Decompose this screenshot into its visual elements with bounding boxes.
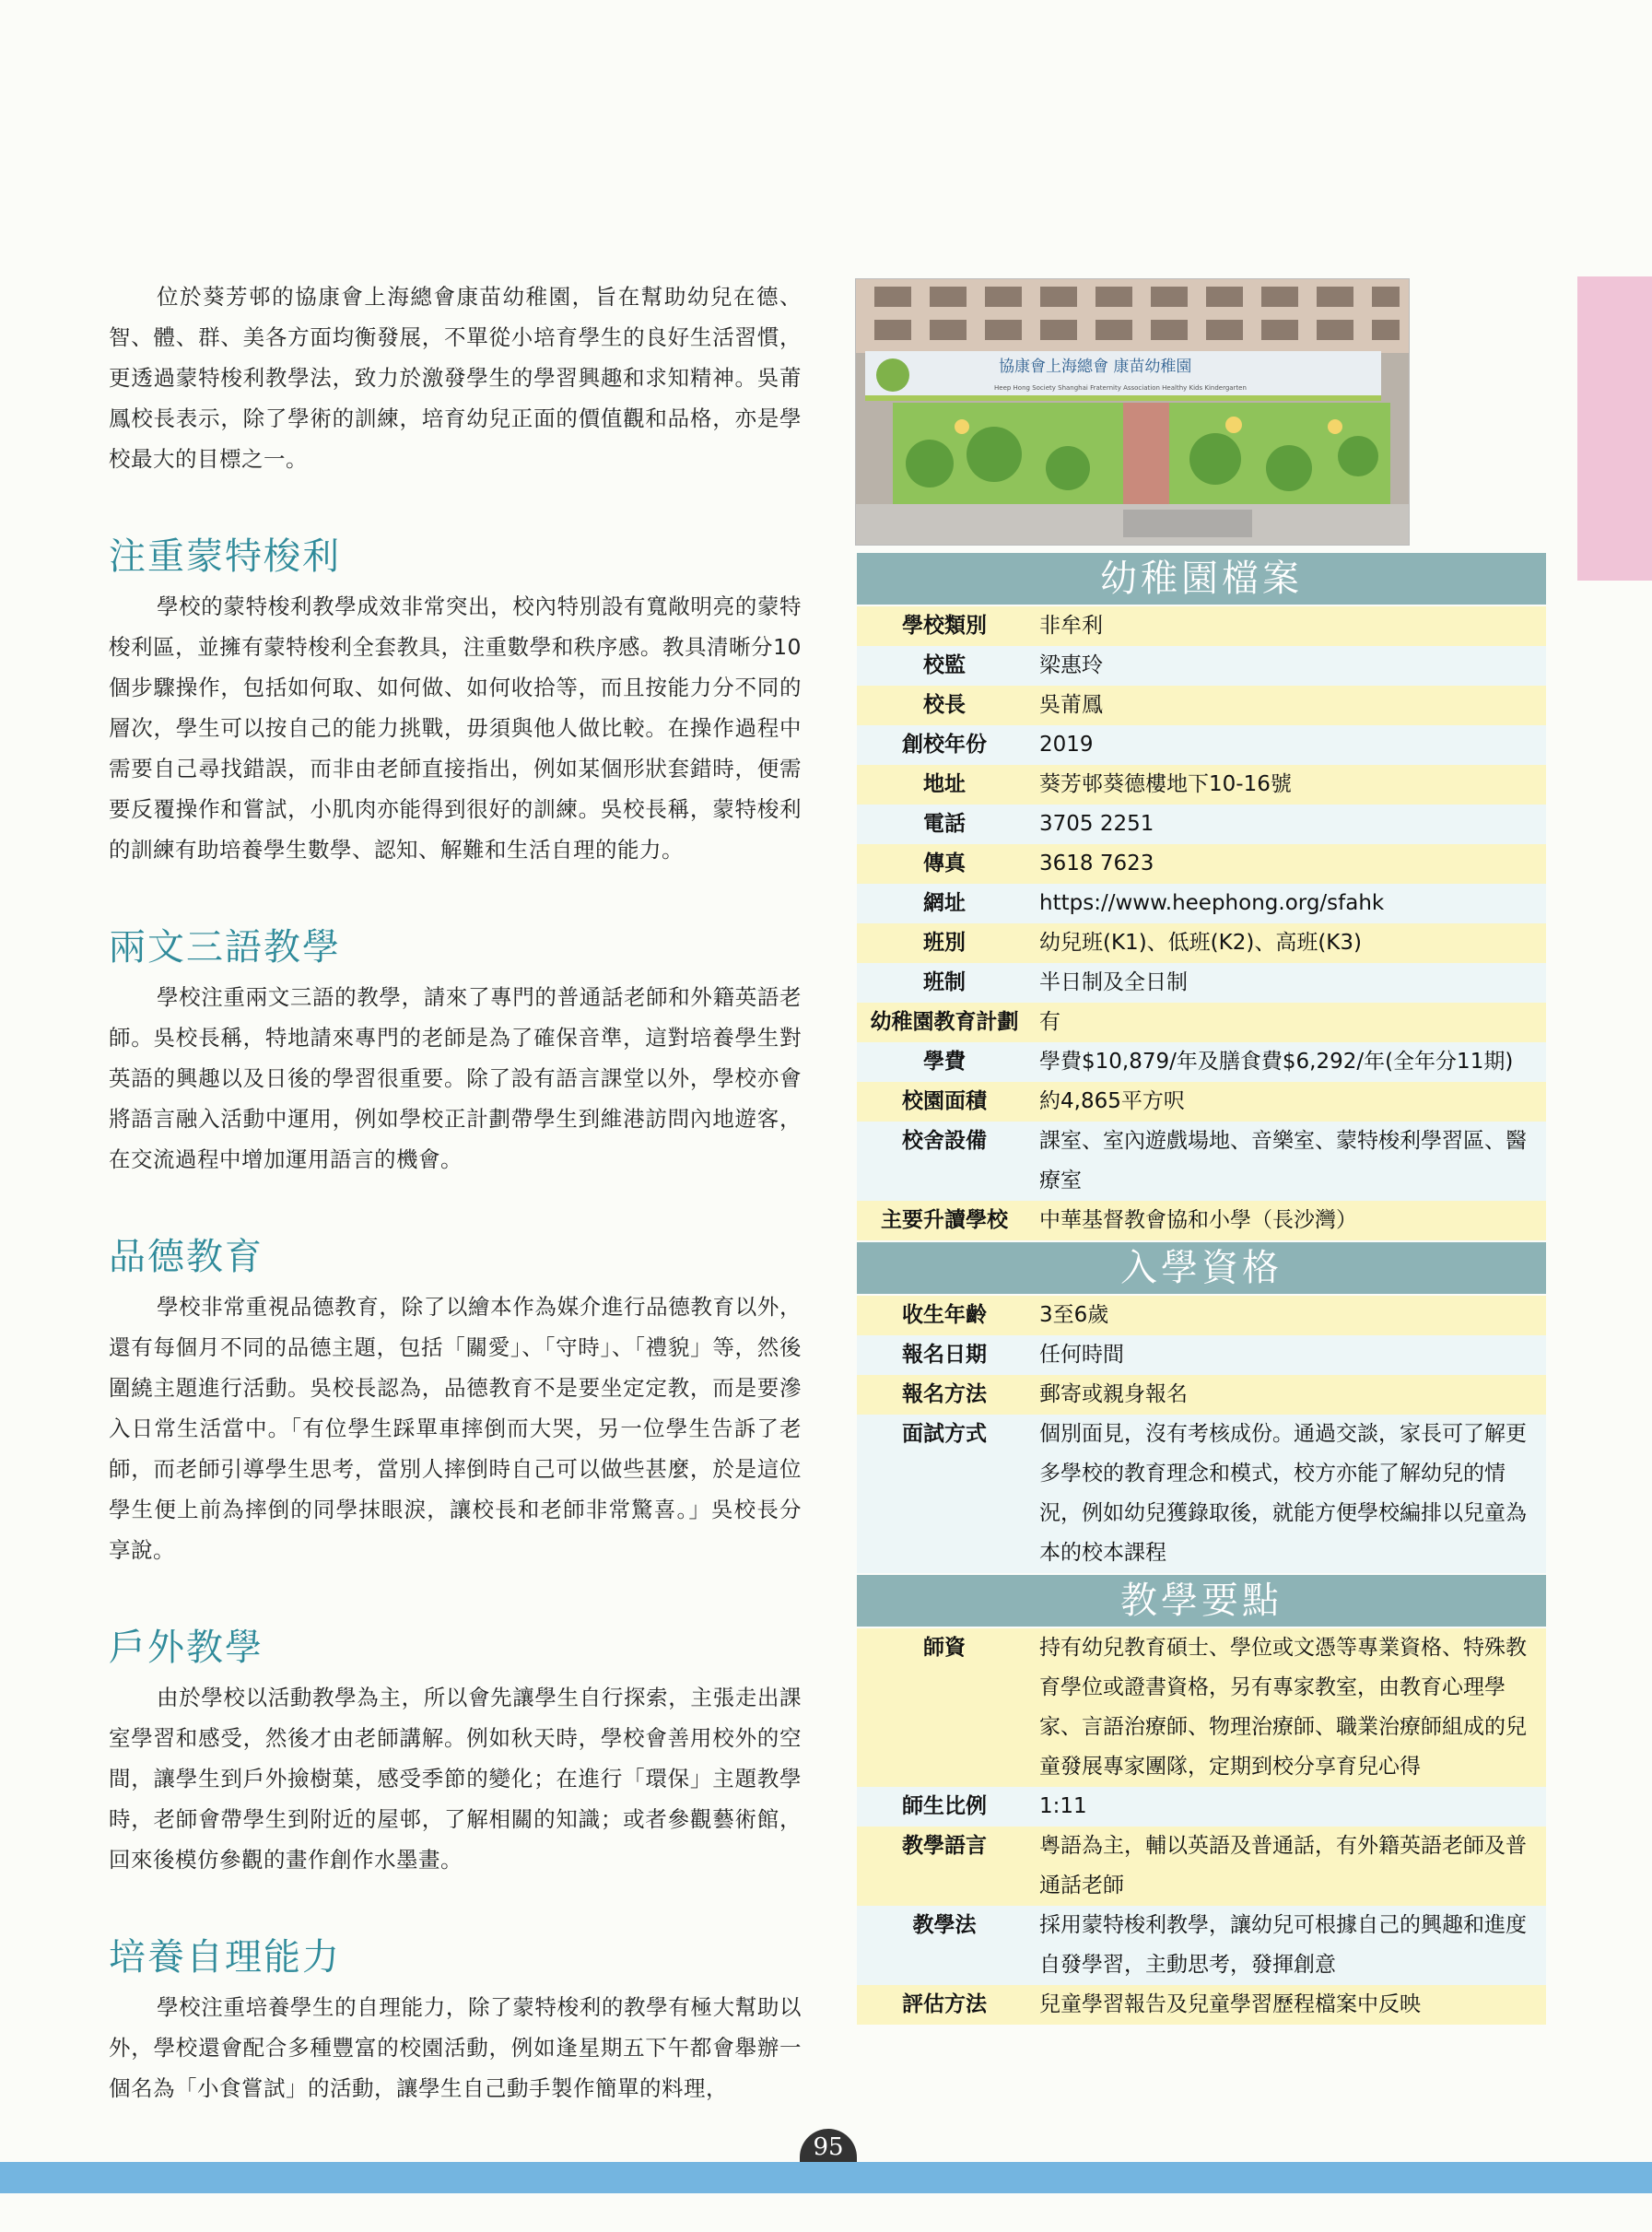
admission-row	[857, 1335, 1546, 1375]
profile-row	[857, 1082, 1546, 1122]
teaching-row-value: 1:11	[1032, 1787, 1546, 1827]
section-heading: 兩文三語教學	[109, 926, 341, 969]
teaching-row-value: 採用蒙特梭利教學，讓幼兒可根據自己的興趣和進度自發學習，主動思考，發揮創意	[1032, 1906, 1546, 1985]
section-body: 學校注重培養學生的自理能力，除了蒙特梭利的教學有極大幫助以外，學校還會配合多種豐富的校園活動，例如逢星期五下午都會舉辦一個名為「小食嘗試」的活動，讓學生自己動手製作簡單的料理，	[109, 1994, 802, 2101]
profile-table	[857, 606, 1546, 1240]
teaching-row	[857, 1787, 1546, 1827]
footer-bar	[0, 2162, 1652, 2193]
profile-row-value: 學費$10,879/年及膳食費$6,292/年(全年分11期)	[1032, 1042, 1546, 1082]
admission-row	[857, 1375, 1546, 1415]
profile-row	[857, 1201, 1546, 1240]
teaching-row	[857, 1906, 1546, 1985]
profile-row-value: 課室、室內遊戲場地、音樂室、蒙特梭利學習區、醫療室	[1032, 1122, 1546, 1201]
signboard-text: 協康會上海總會 康苗幼稚園	[999, 358, 1192, 376]
admission-row-value: 3至6歲	[1032, 1296, 1546, 1335]
teaching-row-label: 師生比例	[857, 1787, 1032, 1827]
profile-row-value: 非牟利	[1032, 606, 1546, 646]
teaching-title: 教學要點	[857, 1575, 1546, 1627]
teaching-table	[857, 1628, 1546, 2025]
section-body: 學校注重兩文三語的教學，請來了專門的普通話老師和外籍英語老師。吳校長稱，特地請來專門的老師是為了確保音準，這對培養學生對英語的興趣以及日後的學習很重要。除了設有語言課堂以外，學校亦會將語言融入活動中運用，例如學校正計劃帶學生到維港訪問內地遊客，在交流過程中增加運用語言的機會。	[109, 984, 802, 1172]
profile-row	[857, 606, 1546, 646]
profile-row-label: 學校類別	[857, 606, 1032, 646]
profile-row-label: 校監	[857, 646, 1032, 686]
profile-row-label: 創校年份	[857, 725, 1032, 765]
profile-title: 幼稚園檔案	[857, 553, 1546, 605]
teaching-row-label: 教學法	[857, 1906, 1032, 1985]
section-heading: 戶外教學	[109, 1627, 264, 1669]
profile-row-value: 約4,865平方呎	[1032, 1082, 1546, 1122]
profile-row-label: 班制	[857, 963, 1032, 1003]
section-heading: 培養自理能力	[109, 1936, 341, 1979]
admission-row	[857, 1415, 1546, 1573]
profile-row	[857, 1003, 1546, 1042]
profile-row-label: 校舍設備	[857, 1122, 1032, 1201]
profile-row-value: 3705 2251	[1032, 805, 1546, 844]
profile-row-label: 校長	[857, 686, 1032, 725]
admission-row-value: 郵寄或親身報名	[1032, 1375, 1546, 1415]
profile-row	[857, 765, 1546, 805]
profile-row	[857, 725, 1546, 765]
intro-paragraph: 位於葵芳邨的協康會上海總會康苗幼稚園，旨在幫助幼兒在德、智、體、群、美各方面均衡發展，不單從小培育學生的良好生活習慣，更透過蒙特梭利教學法，致力於激發學生的學習興趣和求知精神。吳莆鳳校長表示，除了學術的訓練，培育幼兒正面的價值觀和品格，亦是學校最大的目標之一。	[109, 284, 802, 472]
admission-title: 入學資格	[857, 1242, 1546, 1294]
teaching-row	[857, 1628, 1546, 1787]
profile-row-label: 網址	[857, 884, 1032, 923]
profile-row-value: 3618 7623	[1032, 844, 1546, 884]
profile-row	[857, 805, 1546, 844]
section-heading: 品德教育	[109, 1236, 264, 1278]
profile-row-value: 有	[1032, 1003, 1546, 1042]
profile-row	[857, 923, 1546, 963]
admission-row-label: 報名方法	[857, 1375, 1032, 1415]
admission-row-label: 報名日期	[857, 1335, 1032, 1375]
profile-row-value: https://www.heephong.org/sfahk	[1032, 884, 1546, 923]
admission-row-value: 個別面見，沒有考核成份。通過交談，家長可了解更多學校的教育理念和模式，校方亦能了解幼兒的情況，例如幼兒獲錄取後，就能方便學校編排以兒童為本的校本課程	[1032, 1415, 1546, 1573]
admission-table	[857, 1296, 1546, 1573]
profile-row-value: 吳莆鳳	[1032, 686, 1546, 725]
article	[109, 276, 802, 2109]
teaching-row	[857, 1985, 1546, 2025]
admission-row-value: 任何時間	[1032, 1335, 1546, 1375]
profile-row-label: 幼稚園教育計劃	[857, 1003, 1032, 1042]
profile-row	[857, 1122, 1546, 1201]
profile-row	[857, 686, 1546, 725]
teaching-row-label: 教學語言	[857, 1827, 1032, 1906]
profile-row-value: 梁惠玲	[1032, 646, 1546, 686]
section-heading: 注重蒙特梭利	[109, 535, 341, 578]
section-body: 學校非常重視品德教育，除了以繪本作為媒介進行品德教育以外，還有每個月不同的品德主題，包括「關愛」、「守時」、「禮貌」等，然後圍繞主題進行活動。吳校長認為，品德教育不是要坐定定教，而是要滲入日常生活當中。「有位學生踩單車摔倒而大哭，另一位學生告訴了老師，而老師引導學生思考，當別人摔倒時自己可以做些甚麼，於是這位學生便上前為摔倒的同學抹眼淚，讓校長和老師非常驚喜。」吳校長分享說。	[109, 1294, 802, 1563]
teaching-row-label: 師資	[857, 1628, 1032, 1787]
page-number: 95	[800, 2129, 857, 2162]
teaching-row-label: 評估方法	[857, 1985, 1032, 2025]
teaching-row-value: 兒童學習報告及兒童學習歷程檔案中反映	[1032, 1985, 1546, 2025]
admission-row-label: 面試方式	[857, 1415, 1032, 1573]
info-panel	[857, 553, 1546, 2025]
profile-row-value: 幼兒班(K1)、低班(K2)、高班(K3)	[1032, 923, 1546, 963]
profile-row-label: 主要升讀學校	[857, 1201, 1032, 1240]
admission-row	[857, 1296, 1546, 1335]
profile-row-value: 2019	[1032, 725, 1546, 765]
section-body: 由於學校以活動教學為主，所以會先讓學生自行探索，主張走出課室學習和感受，然後才由老師講解。例如秋天時，學校會善用校外的空間，讓學生到戶外撿樹葉，感受季節的變化；在進行「環保」主題教學時，老師會帶學生到附近的屋邨，了解相關的知識；或者參觀藝術館，回來後模仿參觀的畫作創作水墨畫。	[109, 1685, 802, 1873]
signboard-english-text: Heep Hong Society Shanghai Fraternity Association Healthy Kids Kindergarten	[994, 384, 1247, 392]
profile-row-value: 中華基督教會協和小學（長沙灣）	[1032, 1201, 1546, 1240]
section-body: 學校的蒙特梭利教學成效非常突出，校內特別設有寬敞明亮的蒙特梭利區，並擁有蒙特梭利全套教具，注重數學和秩序感。教具清晰分10個步驟操作，包括如何取、如何做、如何收拾等，而且按能力分不同的層次，學生可以按自己的能力挑戰，毋須與他人做比較。在操作過程中需要自己尋找錯誤，而非由老師直接指出，例如某個形狀套錯時，便需要反覆操作和嘗試，小肌肉亦能得到很好的訓練。吳校長稱，蒙特梭利的訓練有助培養學生數學、認知、解難和生活自理的能力。	[109, 593, 802, 863]
profile-row	[857, 884, 1546, 923]
teaching-row-value: 粵語為主，輔以英語及普通話，有外籍英語老師及普通話老師	[1032, 1827, 1546, 1906]
profile-row-label: 學費	[857, 1042, 1032, 1082]
side-tab-decoration	[1577, 276, 1652, 581]
profile-row	[857, 963, 1546, 1003]
profile-row	[857, 646, 1546, 686]
profile-row-label: 傳真	[857, 844, 1032, 884]
profile-row-value: 半日制及全日制	[1032, 963, 1546, 1003]
profile-row-label: 地址	[857, 765, 1032, 805]
profile-row	[857, 844, 1546, 884]
profile-row-label: 班別	[857, 923, 1032, 963]
school-photo	[855, 278, 1410, 546]
profile-row-value: 葵芳邨葵德樓地下10-16號	[1032, 765, 1546, 805]
profile-row	[857, 1042, 1546, 1082]
teaching-row	[857, 1827, 1546, 1906]
profile-row-label: 電話	[857, 805, 1032, 844]
teaching-row-value: 持有幼兒教育碩士、學位或文憑等專業資格、特殊教育學位或證書資格，另有專家教室，由教育心理學家、言語治療師、物理治療師、職業治療師組成的兒童發展專家團隊，定期到校分享育兒心得	[1032, 1628, 1546, 1787]
profile-row-label: 校園面積	[857, 1082, 1032, 1122]
admission-row-label: 收生年齡	[857, 1296, 1032, 1335]
school-photo-illustration	[856, 279, 1409, 545]
